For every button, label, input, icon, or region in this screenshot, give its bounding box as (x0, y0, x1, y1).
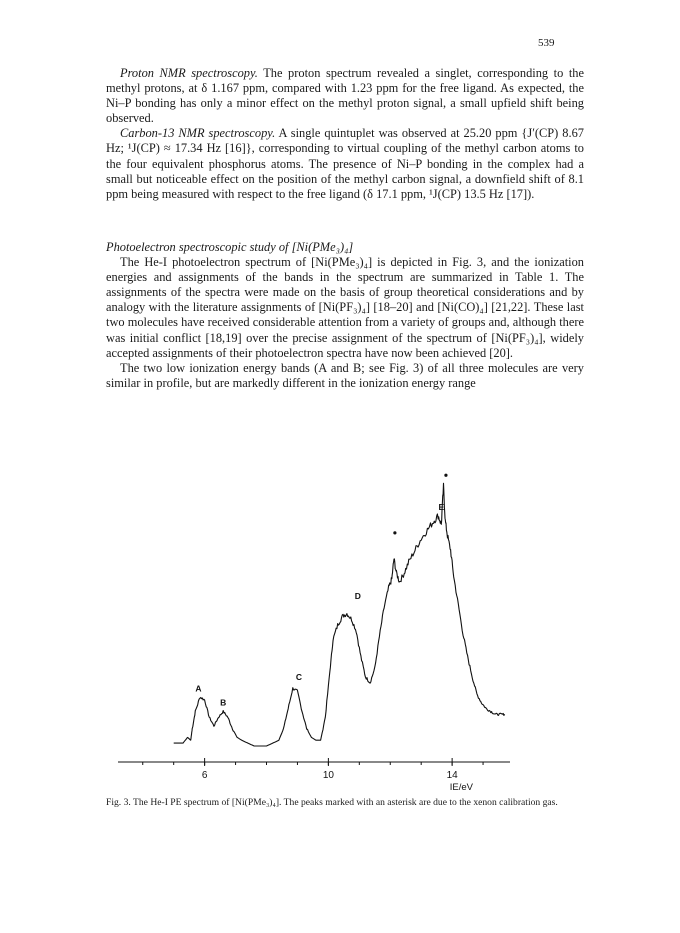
page-number: 539 (538, 37, 555, 49)
proton-nmr-paragraph (106, 66, 584, 126)
x-axis (118, 758, 510, 790)
peak-label: A (195, 683, 202, 694)
x-tick-label: 6 (201, 770, 208, 781)
carbon-nmr-lead: Carbon-13 NMR spectroscopy. (120, 126, 276, 141)
x-axis-label: IE/eV (449, 782, 474, 790)
peak-label: C (295, 671, 303, 682)
nmr-section (106, 66, 584, 202)
xenon-asterisk-marker (444, 474, 447, 477)
figure-caption: Fig. 3. The He-I PE spectrum of [Ni(PMe₃)₄]. The peaks marked with an asterisk are due to the xenon calibration gas. (106, 797, 558, 808)
pes-paragraph-2: The two low ionization energy bands (A and B; see Fig. 3) of all three molecules are very similar in profile, but are markedly different in the ionization energy range (106, 360, 584, 390)
peak-label: E (438, 501, 445, 512)
xenon-asterisk-marker (393, 531, 396, 534)
x-tick-label: 14 (446, 770, 458, 781)
peak-label: B (220, 697, 227, 708)
pes-paragraph-1: The He-I photoelectron spectrum of [Ni(PMe₃)₄] is depicted in Fig. 3, and the ionization energies and assignments of the bands in the spectrum are summarized in Table 1. The assignments of the spectra were made on the basis of group theoretical considerations and by analogy with the literature assignments of [Ni(PF₃)₄] [18–20] and [Ni(CO)₄] [21,22]. These last two molecules have received considerable attention from a variety of groups and, although there was initial conflict [18,19] over the precise assignment of the spectrum of [Ni(PF₃)₄], widely accepted assignments of their photoelectron spectra have now been achieved [20]. (106, 255, 584, 360)
x-tick-label: 10 (322, 770, 334, 781)
carbon-nmr-text: A single quintuplet was observed at 25.20 ppm {J′(CP) 8.67 Hz; ¹J(CP) ≈ 17.34 Hz [16]}, corresponding to virtual coupling of the methyl carbon atoms to the four equivalent phosphorus atoms. The presence of Ni–P bonding in the complex had a small but noticeable effect on the position of the methyl carbon signal, a downfield shift of 8.1 ppm being measured with respect to the free ligand (δ 17.1 ppm, ¹J(CP) 13.5 Hz [17]). (106, 126, 584, 201)
pe-spectrum-figure (106, 450, 526, 790)
pes-section (106, 240, 584, 391)
carbon-nmr-paragraph (106, 126, 584, 201)
peak-label: D (354, 591, 361, 602)
peak-label-layer (195, 474, 447, 708)
section-heading: Photoelectron spectroscopic study of [Ni(PMe₃)₄] (106, 240, 354, 254)
proton-nmr-lead: Proton NMR spectroscopy. (120, 66, 258, 80)
proton-nmr-text: The proton spectrum revealed a singlet, corresponding to the methyl protons, at δ 1.167 ppm, compared with 1.23 ppm for the free ligand. As expected, the Ni–P bonding has only a minor effect on the methyl proton signal, a small upfield shift being observed. (106, 66, 584, 126)
